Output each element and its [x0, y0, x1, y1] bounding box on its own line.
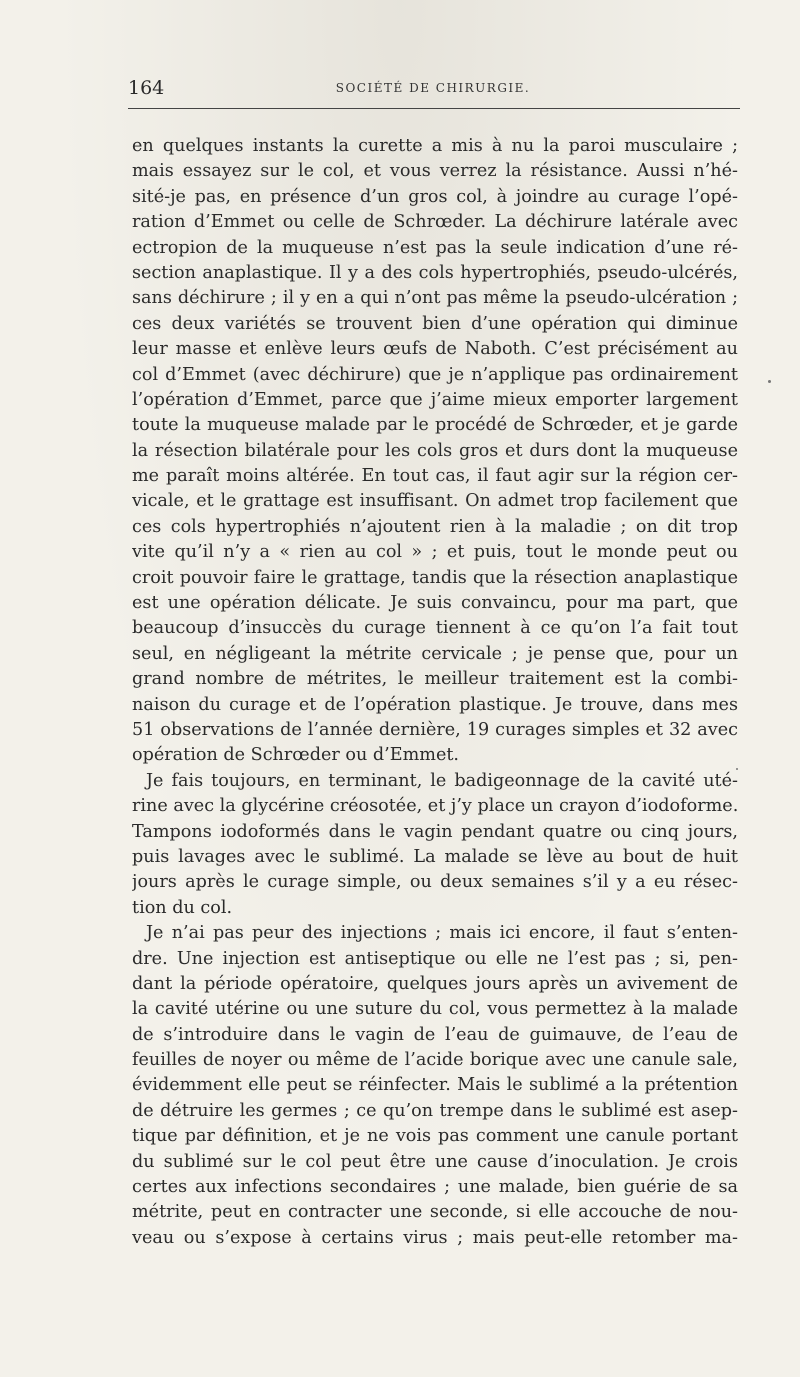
text-line: section anaplastique. Il y a des cols hypertrophiés, pseudo-ulcérés, — [132, 262, 738, 283]
text-line: ectropion de la muqueuse n’est pas la seule indication d’une ré- — [132, 237, 738, 258]
text-line: col d’Emmet (avec déchirure) que je n’applique pas ordinairement — [132, 364, 738, 385]
text-line: vite qu’il n’y a « rien au col » ; et puis, tout le monde peut ou — [132, 542, 738, 563]
text-line: seul, en négligeant la métrite cervicale ; je pense que, pour un — [132, 643, 738, 664]
text-line: tique par définition, et je ne vois pas comment une canule portant — [132, 1126, 738, 1147]
text-line: mais essayez sur le col, et vous verrez la résistance. Aussi n’hé- — [132, 161, 738, 182]
text-line: de détruire les germes ; ce qu’on trempe dans le sublimé est asep- — [132, 1100, 738, 1121]
text-line: croit pouvoir faire le grattage, tandis que la résection anaplastique — [132, 567, 738, 588]
text-line: sans déchirure ; il y en a qui n’ont pas même la pseudo-ulcération ; — [132, 288, 738, 309]
text-line: évidemment elle peut se réinfecter. Mais le sublimé a la prétention — [132, 1075, 738, 1096]
text-line: ces cols hypertrophiés n’ajoutent rien à la maladie ; on dit trop — [132, 516, 738, 537]
text-line: dre. Une injection est antiseptique ou elle ne l’est pas ; si, pen- — [132, 948, 738, 969]
text-line: du sublimé sur le col peut être une cause d’inoculation. Je crois — [132, 1151, 738, 1172]
text-line: jours après le curage simple, ou deux semaines s’il y a eu résec- — [132, 872, 738, 893]
text-line: 51 observations de l’année dernière, 19 curages simples et 32 avec — [132, 719, 738, 740]
body-text — [132, 134, 738, 1251]
text-line: métrite, peut en contracter une seconde, si elle accouche de nou- — [132, 1202, 738, 1223]
running-title: SOCIÉTÉ DE CHIRURGIE. — [335, 81, 531, 95]
text-line: Je n’ai pas peur des injections ; mais ici encore, il faut s’enten- — [146, 923, 738, 944]
text-line: beaucoup d’insuccès du curage tiennent à ce qu’on l’a fait tout — [132, 618, 738, 639]
text-line: veau ou s’expose à certains virus ; mais peut-elle retomber ma- — [132, 1227, 738, 1248]
header-rule — [128, 108, 740, 109]
text-line: est une opération délicate. Je suis convaincu, pour ma part, que — [132, 593, 738, 614]
text-line: l’opération d’Emmet, parce que j’aime mieux emporter largement — [132, 389, 738, 410]
text-line: ration d’Emmet ou celle de Schrœder. La déchirure latérale avec — [132, 212, 738, 233]
text-line: naison du curage et de l’opération plastique. Je trouve, dans mes — [132, 694, 738, 715]
text-line: me paraît moins altérée. En tout cas, il faut agir sur la région cer- — [132, 466, 738, 487]
text-line: dant la période opératoire, quelques jours après un avivement de — [132, 973, 738, 994]
text-line: de s’introduire dans le vagin de l’eau de guimauve, de l’eau de — [132, 1024, 738, 1045]
text-line: la résection bilatérale pour les cols gros et durs dont la muqueuse — [132, 440, 738, 461]
paper-speck — [736, 768, 738, 770]
text-line: vicale, et le grattage est insuffisant. On admet trop facilement que — [132, 491, 738, 512]
text-line: en quelques instants la curette a mis à nu la paroi musculaire ; — [132, 136, 738, 156]
text-line: sité-je pas, en présence d’un gros col, à joindre au curage l’opé- — [132, 186, 738, 207]
page-number: 164 — [128, 77, 165, 99]
text-line: rine avec la glycérine créosotée, et j’y place un crayon d’iodoforme. — [132, 796, 738, 817]
text-line: puis lavages avec le sublimé. La malade se lève au bout de huit — [132, 846, 738, 867]
text-line: feuilles de noyer ou même de l’acide borique avec une canule sale, — [132, 1050, 738, 1071]
text-line: tion du col. — [132, 897, 233, 918]
text-line: la cavité utérine ou une suture du col, vous permettez à la malade — [132, 999, 738, 1020]
text-line: Tampons iodoformés dans le vagin pendant quatre ou cinq jours, — [132, 821, 738, 842]
text-line: leur masse et enlève leurs œufs de Naboth. C’est précisément au — [132, 339, 738, 360]
text-line: grand nombre de métrites, le meilleur traitement est la combi- — [132, 669, 738, 690]
text-line: opération de Schrœder ou d’Emmet. — [132, 745, 460, 766]
paper-speck — [768, 380, 771, 383]
page-header — [128, 78, 738, 102]
text-line: certes aux infections secondaires ; une malade, bien guérie de sa — [132, 1177, 738, 1198]
text-line: toute la muqueuse malade par le procédé de Schrœder, et je garde — [132, 415, 738, 436]
text-line: Je fais toujours, en terminant, le badigeonnage de la cavité uté- — [146, 770, 738, 791]
text-line: ces deux variétés se trouvent bien d’une opération qui diminue — [132, 313, 738, 334]
